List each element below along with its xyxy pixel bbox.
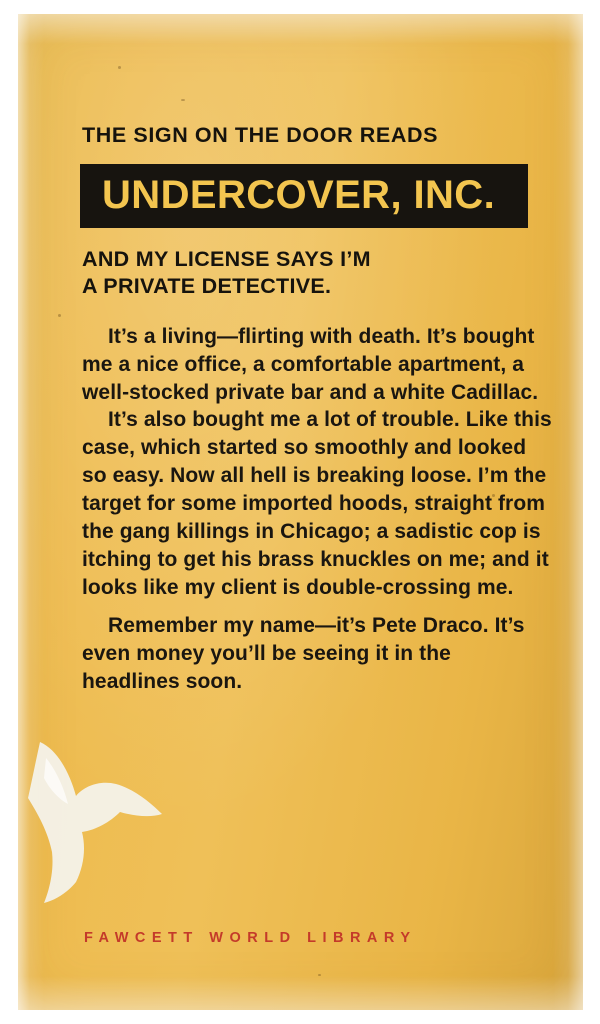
cover-title: UNDERCOVER, INC.: [102, 172, 496, 217]
publisher-imprint: FAWCETT WORLD LIBRARY: [84, 930, 417, 946]
blurb-paragraph: Remember my name—it’s Pete Draco. It’s even money you’ll be seeing it in the headlines soon.: [82, 613, 525, 693]
title-band: [80, 164, 528, 228]
cover-subhead: [82, 246, 552, 301]
cover-subhead-line-1: AND MY LICENSE SAYS I’M: [82, 246, 371, 271]
paper-speck: [318, 974, 321, 976]
torn-paper-scuff: [24, 740, 174, 905]
blurb-body: [82, 323, 552, 696]
paper-speck: [181, 99, 185, 101]
cover-edge-top-fade: [18, 14, 583, 44]
cover-edge-right-fade: [553, 14, 583, 1010]
cover-edge-left-fade: [18, 14, 44, 1010]
cover-subhead-line-2: A PRIVATE DETECTIVE.: [82, 274, 332, 299]
cover-kicker: THE SIGN ON THE DOOR READS: [82, 123, 439, 147]
blurb-paragraph: It’s a living—flirting with death. It’s bought me a nice office, a comfortable apartment, a well-stocked private bar and a white Cadillac.: [82, 324, 539, 404]
back-cover-artwork: [18, 14, 583, 1010]
blurb-paragraph: It’s also bought me a lot of trouble. Like this case, which started so smoothly and looked so easy. Now all hell is breaking loose. I’m the target for some imported hoods, straight from the gang killings in Chicago; a sadistic cop is itching to get his brass knuckles on me; and it looks like my client is double-crossing me.: [82, 408, 552, 599]
cover-edge-bottom-fade: [18, 976, 583, 1010]
paper-speck: [58, 314, 61, 317]
cover-text-block: [82, 124, 552, 696]
paper-speck: [118, 66, 121, 69]
